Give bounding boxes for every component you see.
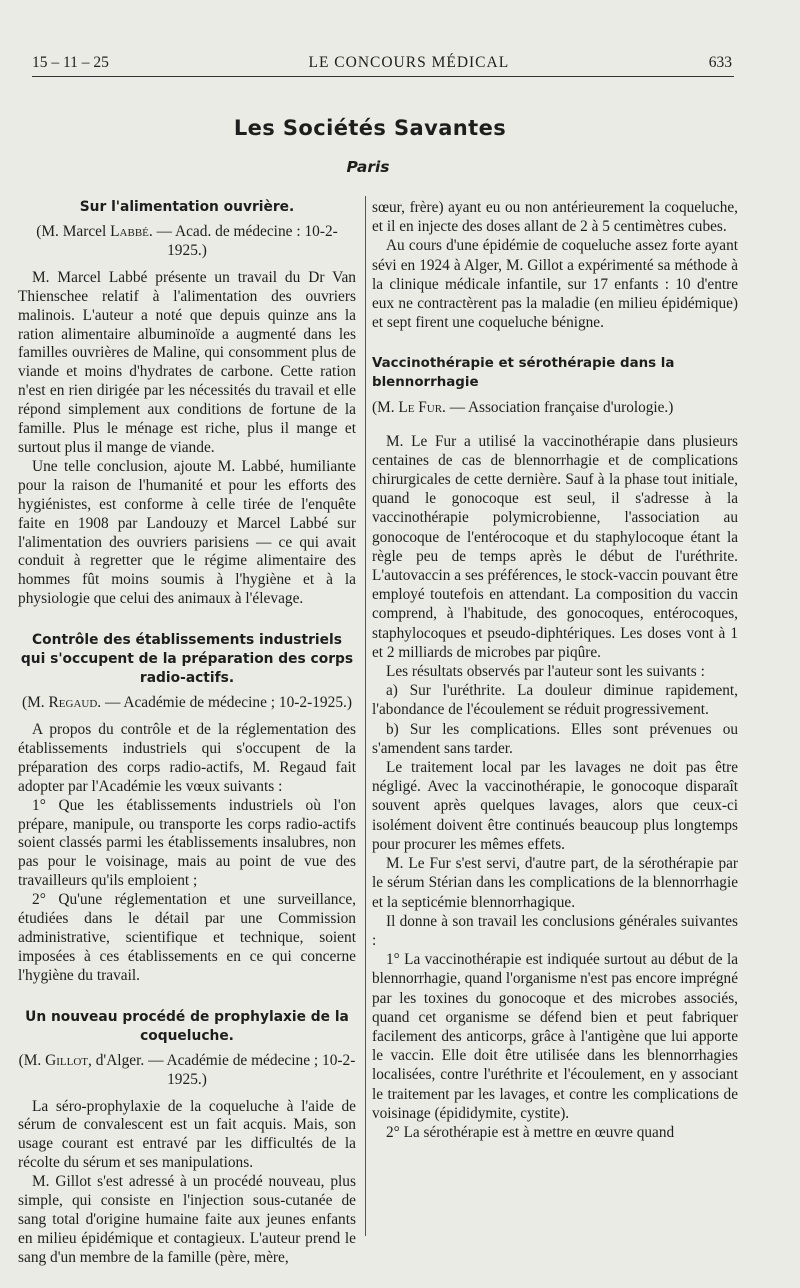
left-column [18, 198, 356, 1268]
article-heading: Contrôle des établissements industriels qui s'occupent de la préparation des corps radio-actifs. [20, 632, 354, 687]
page-number: 633 [708, 54, 732, 71]
header-rule [32, 76, 734, 77]
article-source: (M. Regaud. — Académie de médecine ; 10-2-1925.) [22, 694, 352, 712]
article-source: (M. Marcel Labbé. — Acad. de médecine : 10-2-1925.) [36, 223, 338, 259]
article-source: (M. Le Fur. — Association française d'urologie.) [372, 399, 674, 417]
issue-date: 15 – 11 – 25 [32, 54, 109, 71]
paragraph: La séro-prophylaxie de la coqueluche à l'aide de sérum de convalescent est un fait acquis. Mais, son usage courant est entravé par les difficultés de la récolte du sérum et ses manipulations. [18, 1097, 356, 1172]
article-heading: Sur l'alimentation ouvrière. [79, 199, 295, 215]
paragraph: sœur, frère) ayant eu ou non antérieurement la coqueluche, et il en injecte des doses allant de 2 à 5 centimètres cubes. [372, 199, 738, 236]
paragraph: M. Marcel Labbé présente un travail du Dr Van Thienschee relatif à l'alimentation des ouvriers malinois. L'auteur a noté que depuis quinze ans la ration alimentaire albuminoïde a augmenté dans les familles ouvrières de Maline, qui consomment plus de viande et moins d'hydrates de carbone. Cette ration n'est en rien dirigée par les nécessités du travail et elle répond simplement aux conditions de fortune de la famille. Plus le ménage est riche, plus il mange et surtout plus il mange de viande. [18, 268, 356, 456]
right-column [372, 198, 738, 1142]
paragraph: M. Le Fur s'est servi, d'autre part, de la sérothérapie par le sérum Stérian dans les complications de la blennorrhagie et la septicémie blennorrhagique. [372, 855, 738, 911]
article-source: (M. Gillot, d'Alger. — Académie de médecine ; 10-2-1925.) [18, 1051, 356, 1088]
paragraph: Il donne à son travail les conclusions générales suivantes : [372, 912, 738, 949]
paragraph: Les résultats observés par l'auteur sont les suivants : [386, 663, 705, 681]
paragraph: Le traitement local par les lavages ne doit pas être négligé. Avec la vaccinothérapie, le gonocoque disparaît souvent après quelques lavages, alors que ceux-ci isolément doivent être continués beaucoup plus longtemps pour procurer les mêmes effets. [372, 759, 738, 853]
paragraph: 1° La vaccinothérapie est indiquée surtout au début de la blennorrhagie, quand l'organisme n'est pas encore imprégné par les toxines du gonocoque et des microbes associés, quand cet organisme se défend bien et peut fabriquer facilement des anticorps, grâce à l'antigène que lui apporte le vaccin. Elle doit être utilisée dans les blennorrhagies localisées, contre l'uréthrite et l'écoulement, en y associant le traitement par les lavages, et contre les complications de voisinage (épididymite, cystite). [372, 951, 738, 1122]
paragraph: Une telle conclusion, ajoute M. Labbé, humiliante pour la raison de l'humanité et pour les efforts des hygiénistes, est conforme à celle tirée de l'enquête faite en 1908 par Landouzy et Marcel Labbé sur l'alimentation des ouvriers parisiens — ce qui avait conduit à regretter que le régime alimentaire des hommes fût moins soumis à l'hygiène et à la physiologie que celui des animaux à l'élevage. [18, 457, 356, 608]
journal-title: LE CONCOURS MÉDICAL [308, 54, 510, 71]
paragraph: Au cours d'une épidémie de coqueluche assez forte ayant sévi en 1924 à Alger, M. Gillot a expérimenté sa méthode à la clinique médicale infantile, sur 17 enfants : 10 d'entre eux ne contractèrent pas la maladie (en milieu épidémique) et sept firent une coqueluche bénigne. [372, 237, 738, 332]
paragraph: A propos du contrôle et de la réglementation des établissements industriels qui s'occupent de la préparation des corps radio-actifs, M. Regaud fait adopter par l'Académie les vœux suivants : [18, 721, 356, 795]
author-name: Labbé [110, 223, 149, 240]
article-heading: Vaccinothérapie et sérothérapie dans la blennorrhagie [372, 356, 675, 391]
paragraph: 2° La sérothérapie est à mettre en œuvre quand [386, 1123, 675, 1141]
paragraph: a) Sur l'uréthrite. La douleur diminue rapidement, l'abondance de l'écoulement se réduit progressivement. [372, 682, 738, 719]
city-subtitle: Paris [346, 158, 390, 176]
paragraph: 1° Que les établissements industriels où l'on prépare, manipule, ou transporte les corps radio-actifs soient classés parmi les établissements insalubres, non pas pour le voisinage, mais au point de vue des travailleurs qu'ils emploient ; [18, 796, 356, 890]
article-heading: Un nouveau procédé de prophylaxie de la coqueluche. [25, 1008, 349, 1044]
paragraph: b) Sur les complications. Elles sont prévenues ou s'amendent sans tarder. [372, 720, 738, 757]
paragraph: M. Gillot s'est adressé à un procédé nouveau, plus simple, qui consiste en l'injection sous-cutanée de sang total d'origine humaine faite aux jeunes enfants en milieu épidémique et contagieux. L'auteur prend le sang d'un membre de la famille (père, mère, [18, 1173, 356, 1266]
paragraph: M. Le Fur a utilisé la vaccinothérapie dans plusieurs centaines de cas de blennorrhagie et de complications chirurgicales de cette dernière. Sauf à la phase tout initiale, quand le gonocoque est seul, il s'adresse à la vaccinothérapie polymicrobienne, l'association au gonocoque de l'entérocoque et du staphylocoque étant la règle peu de temps après le début de l'uréthrite. L'autovaccin a ses préférences, le stock-vaccin pouvant être employé toutefois en attendant. La composition du vaccin comprend, à l'habitude, des gonocoques, entérocoques, staphylocoques et pseudo-diphtériques. Les doses vont à 1 et 2 milliards de microbes par piqûre. [372, 432, 738, 661]
running-head [32, 48, 732, 72]
paragraph: 2° Qu'une réglementation et une surveillance, étudiées dans le détail par une Commission administrative, scientifique et technique, soient imposées à ces établissements en ce qui concerne l'hygiène du travail. [18, 891, 356, 984]
section-title: Les Sociétés Savantes [233, 116, 507, 140]
author-name: Regaud [48, 694, 98, 712]
column-divider [365, 196, 366, 1236]
author-name: Le Fur [398, 399, 443, 417]
author-name: Gillot [45, 1051, 89, 1069]
